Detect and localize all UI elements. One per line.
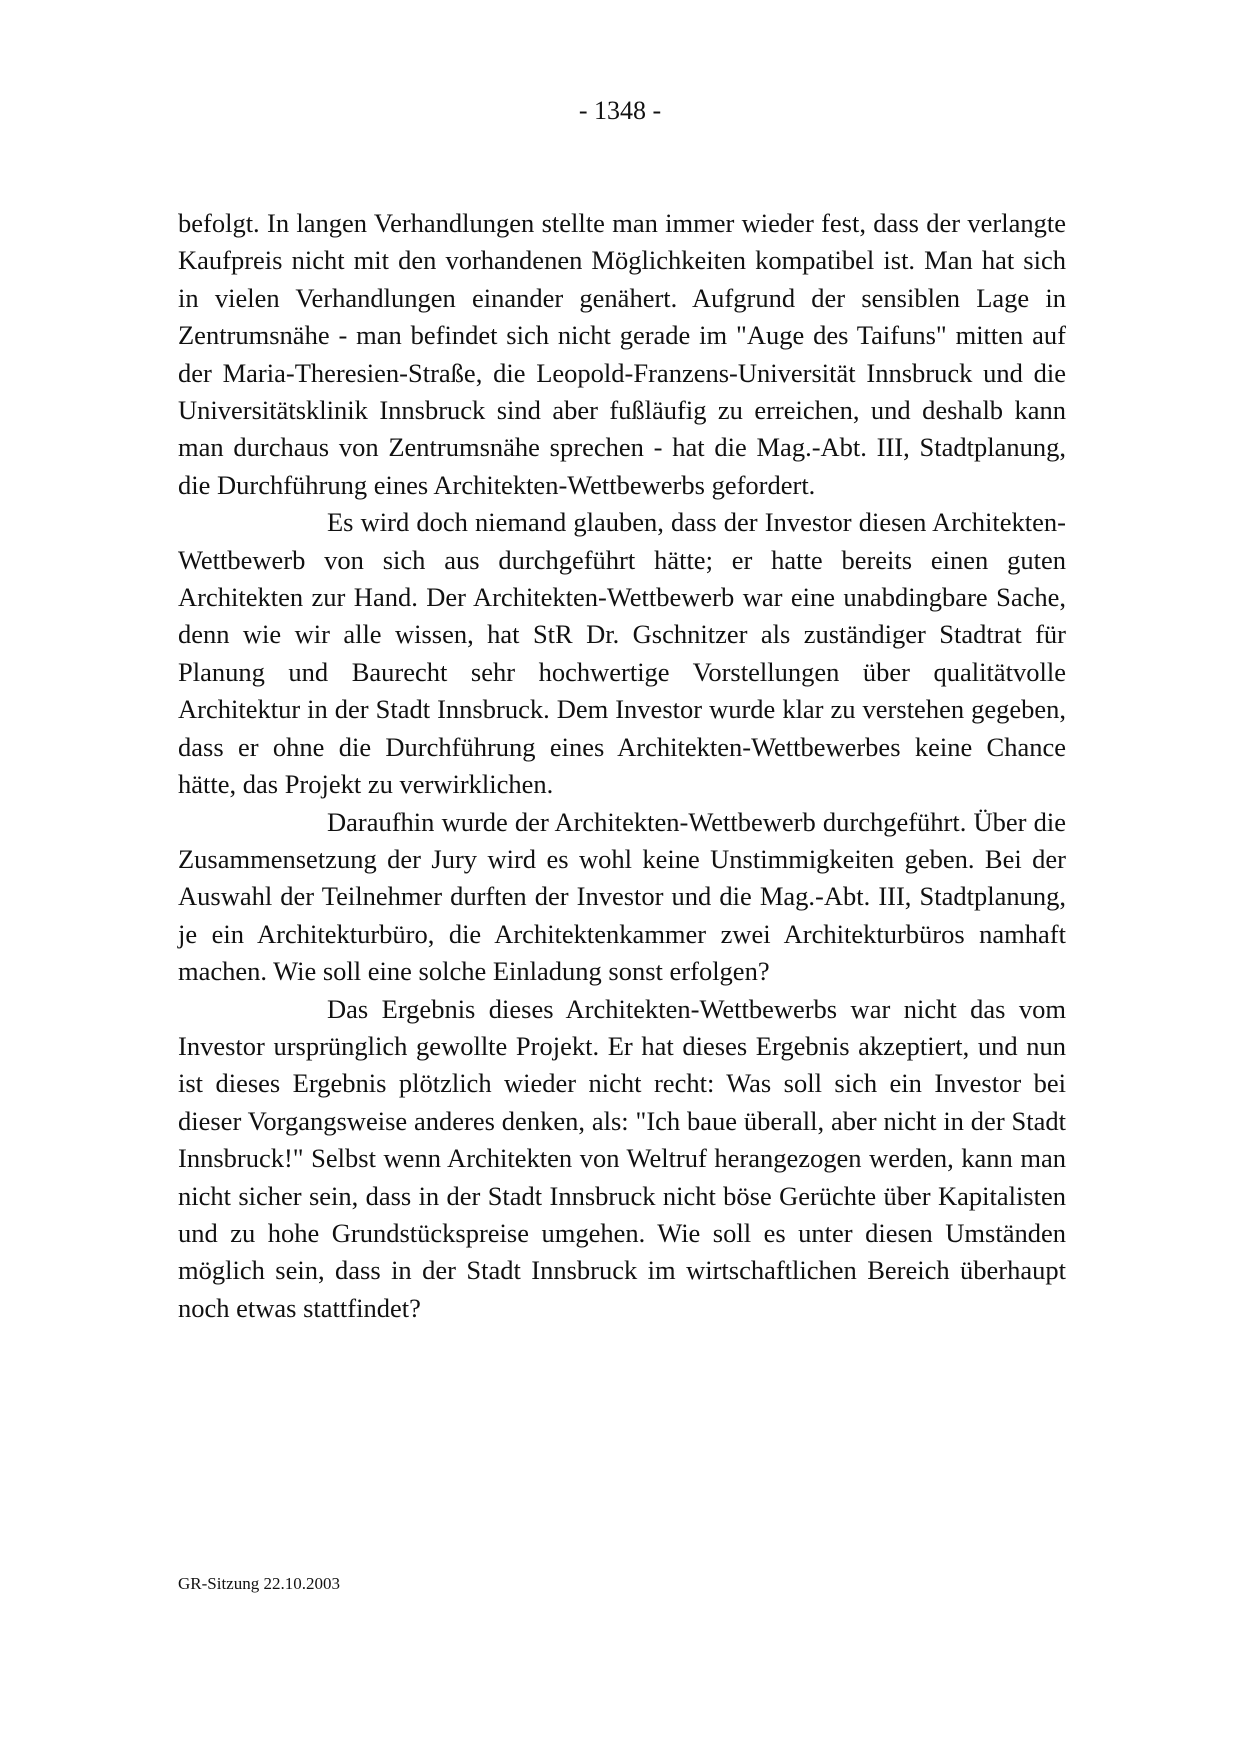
footer-session-date: GR-Sitzung 22.10.2003 [178, 1574, 340, 1593]
page-number: - 1348 - [578, 96, 662, 125]
paragraph-3: Daraufhin wurde der Architekten-Wettbewerb durchgeführt. Über die Zusammensetzung der Jury wird es wohl keine Unstimmigkeiten geben. Bei der Auswahl der Teilnehmer durften der Investor und die Mag.-Abt. III, Stadtplanung, je ein Architekturbüro, die Architektenkammer zwei Architekturbüros namhaft machen. Wie soll eine solche Einladung sonst erfolgen? [178, 806, 1066, 987]
body-text [178, 205, 1066, 1327]
paragraph-2: Es wird doch niemand glauben, dass der Investor diesen Architekten-Wettbewerb von sich aus durchgeführt hätte; er hatte bereits einen guten Architekten zur Hand. Der Architekten-Wettbewerb war eine unabdingbare Sache, denn wie wir alle wissen, hat StR Dr. Gschnitzer als zuständiger Stadtrat für Planung und Baurecht sehr hochwertige Vorstellungen über qualitätvolle Architektur in der Stadt Innsbruck. Dem Investor wurde klar zu verstehen gegeben, dass er ohne die Durchführung eines Architekten-Wettbewerbes keine Chance hätte, das Projekt zu verwirklichen. [178, 507, 1066, 800]
paragraph-1: befolgt. In langen Verhandlungen stellte man immer wieder fest, dass der verlangte Kaufpreis nicht mit den vorhandenen Möglichkeiten kompatibel ist. Man hat sich in vielen Verhandlungen einander genähert. Aufgrund der sensiblen Lage in Zentrumsnähe - man befindet sich nicht gerade im "Auge des Taifuns" mitten auf der Maria-Theresien-Straße, die Leopold-Franzens-Universität Innsbruck und die Universitätsklinik Innsbruck sind aber fußläufig zu erreichen, und deshalb kann man durchaus von Zentrumsnähe sprechen - hat die Mag.-Abt. III, Stadtplanung, die Durchführung eines Architekten-Wettbewerbs gefordert. [178, 208, 1066, 500]
paragraph-4: Das Ergebnis dieses Architekten-Wettbewerbs war nicht das vom Investor ursprünglich gewollte Projekt. Er hat dieses Ergebnis akzeptiert, und nun ist dieses Ergebnis plötzlich wieder nicht recht: Was soll sich ein Investor bei dieser Vorgangsweise anderes denken, als: "Ich baue überall, aber nicht in der Stadt Innsbruck!" Selbst wenn Architekten von Weltruf herangezogen werden, kann man nicht sicher sein, dass in der Stadt Innsbruck nicht böse Gerüchte über Kapitalisten und zu hohe Grundstückspreise umgehen. Wie soll es unter diesen Umständen möglich sein, dass in der Stadt Innsbruck im wirtschaftlichen Bereich überhaupt noch etwas stattfindet? [178, 993, 1066, 1323]
